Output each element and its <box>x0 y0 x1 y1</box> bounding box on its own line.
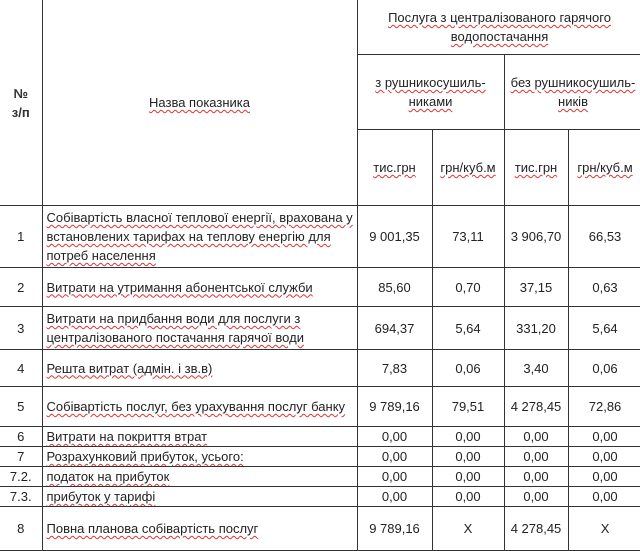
row-name-text: Витрати на придбання води для послуги з централізованого постачання гарячої води <box>46 311 304 345</box>
row-value: 0,00 <box>357 427 432 447</box>
row-value: 0,00 <box>504 427 568 447</box>
row-value: 0,00 <box>357 467 432 487</box>
row-value: 0,00 <box>357 487 432 507</box>
row-name <box>42 387 357 427</box>
row-value: 9 001,35 <box>357 206 432 268</box>
header-without-dryers <box>504 55 640 130</box>
row-num: 2 <box>0 268 42 307</box>
row-value: 0,00 <box>432 467 504 487</box>
row-value: 72,86 <box>568 387 640 427</box>
row-value: 0,00 <box>432 447 504 467</box>
unit-text: грн/куб.м <box>440 160 496 175</box>
table-row <box>0 268 640 307</box>
row-value: 5,64 <box>568 307 640 350</box>
row-value: 0,00 <box>504 487 568 507</box>
row-name-text: Решта витрат (адмін. і зв.в) <box>46 360 213 376</box>
row-value: 0,63 <box>568 268 640 307</box>
row-name <box>42 447 357 467</box>
unit-text: тис.грн <box>514 160 558 175</box>
row-name-text: Повна планова собівартість послуг <box>46 521 259 536</box>
row-name <box>42 427 357 447</box>
header-without-dryers-text: без рушникосушиль-ників <box>510 75 636 109</box>
row-value: 0,00 <box>504 447 568 467</box>
row-num: 7 <box>0 447 42 467</box>
row-value: 9 789,16 <box>357 507 432 551</box>
row-value: 0,00 <box>568 487 640 507</box>
row-value: 3 906,70 <box>504 206 568 268</box>
header-with-dryers-text: з рушникосушиль-никами <box>375 75 486 109</box>
row-value: 0,00 <box>432 427 504 447</box>
row-value: Х <box>568 507 640 551</box>
row-name <box>42 268 357 307</box>
row-value: 694,37 <box>357 307 432 350</box>
row-name-text: податок на прибуток <box>46 469 170 484</box>
row-value: 0,00 <box>568 427 640 447</box>
row-value: 4 278,45 <box>504 507 568 551</box>
row-value: 7,83 <box>357 350 432 387</box>
row-name <box>42 206 357 268</box>
row-name <box>42 350 357 387</box>
row-value: Х <box>432 507 504 551</box>
row-value: 0,00 <box>357 447 432 467</box>
row-value: 3,40 <box>504 350 568 387</box>
row-name <box>42 507 357 551</box>
row-value: 331,20 <box>504 307 568 350</box>
row-name-text: прибуток у тарифі <box>46 489 156 504</box>
row-num: 5 <box>0 387 42 427</box>
row-value: 0,06 <box>432 350 504 387</box>
header-num: № з/п <box>0 0 42 206</box>
row-value: 0,00 <box>568 467 640 487</box>
unit-header <box>357 130 432 206</box>
table-row <box>0 487 640 507</box>
row-value: 9 789,16 <box>357 387 432 427</box>
table-row <box>0 507 640 551</box>
row-value: 0,06 <box>568 350 640 387</box>
row-value: 37,15 <box>504 268 568 307</box>
unit-header <box>504 130 568 206</box>
row-value: 0,00 <box>432 487 504 507</box>
row-num: 8 <box>0 507 42 551</box>
row-num: 4 <box>0 350 42 387</box>
row-name-text: Собівартість послуг, без урахування послуг банку <box>46 399 346 414</box>
table-row <box>0 350 640 387</box>
header-name <box>42 0 357 206</box>
row-num: 1 <box>0 206 42 268</box>
table-row <box>0 467 640 487</box>
unit-text: тис.грн <box>373 160 416 175</box>
row-num: 6 <box>0 427 42 447</box>
header-with-dryers <box>357 55 504 130</box>
table-row <box>0 447 640 467</box>
row-num: 3 <box>0 307 42 350</box>
row-value: 0,00 <box>568 447 640 467</box>
row-num: 7.3. <box>0 487 42 507</box>
header-name-text: Назва показника <box>149 95 250 110</box>
row-num: 7.2. <box>0 467 42 487</box>
header-service <box>357 0 640 55</box>
header-service-text: Послуга з централізованого гарячого водопостачання <box>388 10 611 44</box>
row-name-text: Витрати на утримання абонентської служби <box>46 279 313 295</box>
row-value: 0,00 <box>504 467 568 487</box>
row-name-text: Розрахунковий прибуток, усього: <box>46 449 244 464</box>
row-name <box>42 307 357 350</box>
unit-header <box>432 130 504 206</box>
table-row <box>0 307 640 350</box>
table-row <box>0 387 640 427</box>
row-value: 66,53 <box>568 206 640 268</box>
unit-header <box>568 130 640 206</box>
row-value: 4 278,45 <box>504 387 568 427</box>
row-value: 5,64 <box>432 307 504 350</box>
unit-text: грн/куб.м <box>577 160 633 175</box>
table-row <box>0 427 640 447</box>
row-name-text: Собівартість власної теплової енергії, врахована у встановлених тарифах на теплову енергію для потреб населення <box>46 210 353 263</box>
row-name <box>42 467 357 487</box>
row-value: 79,51 <box>432 387 504 427</box>
row-value: 85,60 <box>357 268 432 307</box>
table-row <box>0 206 640 268</box>
row-value: 0,70 <box>432 268 504 307</box>
row-name-text: Витрати на покриття втрат <box>46 429 208 444</box>
row-value: 73,11 <box>432 206 504 268</box>
row-name <box>42 487 357 507</box>
